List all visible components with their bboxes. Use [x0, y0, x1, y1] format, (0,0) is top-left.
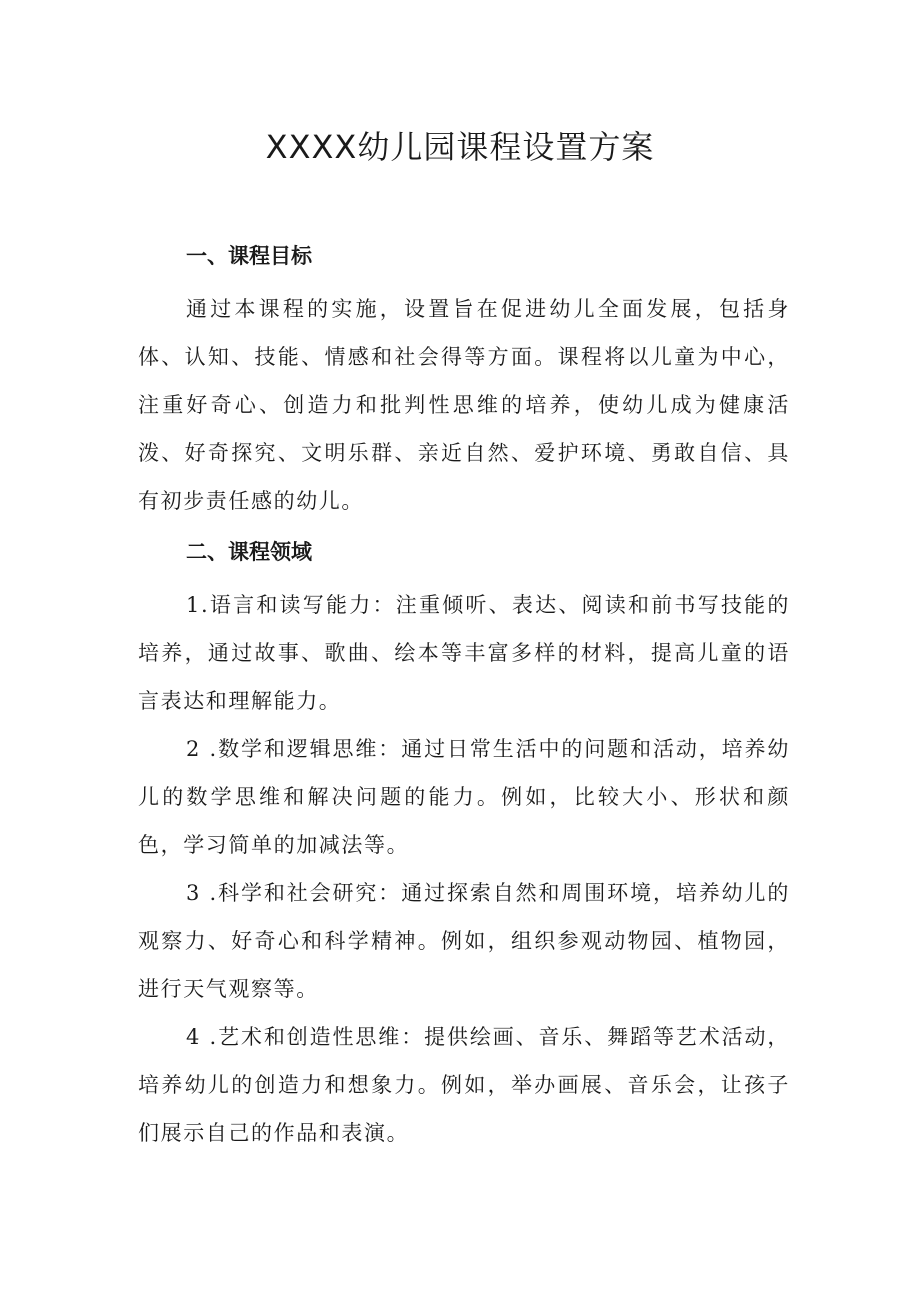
section-heading-goals: 一、课程目标	[186, 244, 312, 268]
domain-item-art: 4 .艺术和创造性思维：提供绘画、音乐、舞蹈等艺术活动，培养幼儿的创造力和想象力。例如，举办画展、音乐会，让孩子们展示自己的作品和表演。	[138, 1025, 790, 1145]
domain-item-science: 3 .科学和社会研究：通过探索自然和周围环境，培养幼儿的观察力、好奇心和科学精神。例如，组织参观动物园、植物园，进行天气观察等。	[138, 881, 790, 1001]
section-heading-domains: 二、课程领域	[186, 539, 312, 564]
domain-item-math: 2 .数学和逻辑思维：通过日常生活中的问题和活动，培养幼儿的数学思维和解决问题的能力。例如，比较大小、形状和颜色，学习简单的加减法等。	[138, 737, 790, 857]
domain-item-language: 1.语言和读写能力：注重倾听、表达、阅读和前书写技能的培养，通过故事、歌曲、绘本等丰富多样的材料，提高儿童的语言表达和理解能力。	[138, 593, 790, 713]
document-body	[138, 237, 790, 1157]
document-title: XXXX幼儿园课程设置方案	[265, 128, 655, 166]
goals-paragraph: 通过本课程的实施，设置旨在促进幼儿全面发展，包括身体、认知、技能、情感和社会得等方面。课程将以儿童为中心，注重好奇心、创造力和批判性思维的培养，使幼儿成为健康活泼、好奇探究、文明乐群、亲近自然、爱护环境、勇敢自信、具有初步责任感的幼儿。	[138, 297, 790, 513]
